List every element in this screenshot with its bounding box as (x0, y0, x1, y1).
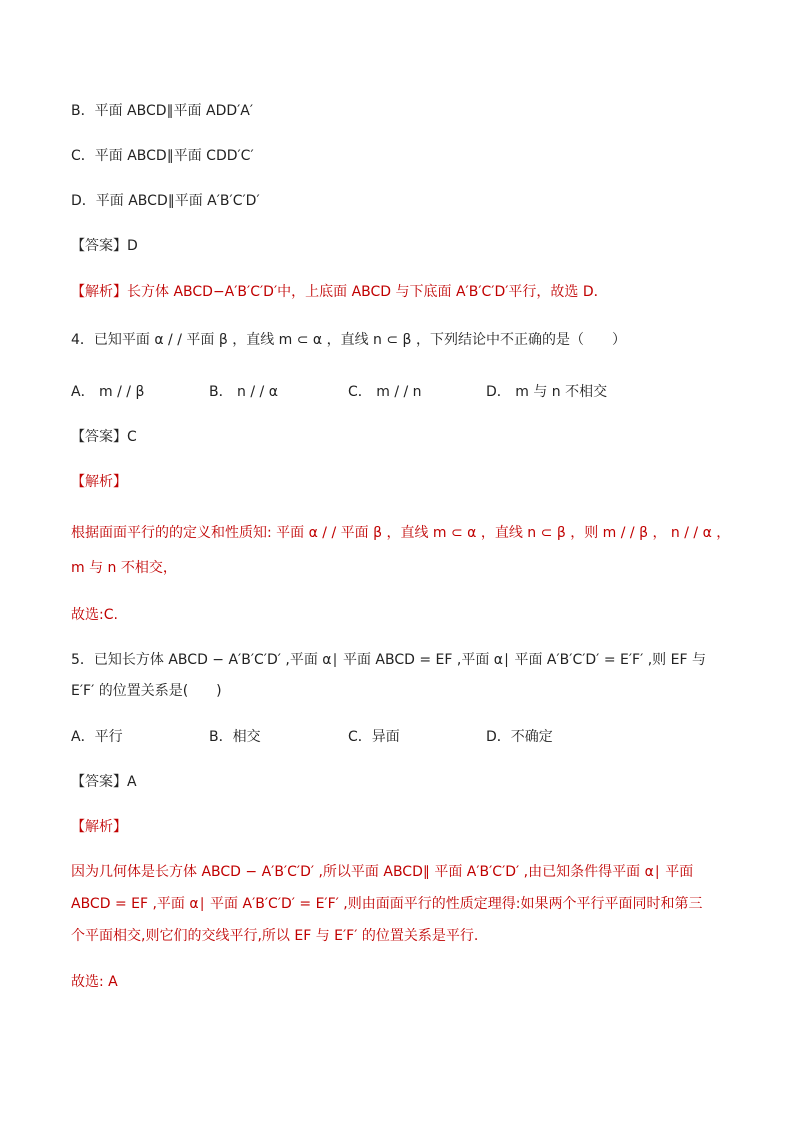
q3-option-b: B．平面 ABCD∥平面 ADD′A′ (71, 103, 254, 119)
q4-analysis-tag: 【解析】 (71, 474, 127, 490)
q5-question-line2: E′F′ 的位置关系是( ) (71, 683, 222, 699)
q5-analysis-line3: 个平面相交,则它们的交线平行,所以 EF 与 E′F′ 的位置关系是平行. (71, 928, 479, 944)
q4-analysis-line2: m 与 n 不相交， (71, 560, 177, 576)
q5-analysis-line2: ABCD = EF ,平面 α∣ 平面 A′B′C′D′ = E′F′ ,则由面面平行的性质定理得:如果两个平行平面同时和第三 (71, 896, 703, 912)
q4-option-a: A． m / / β (71, 384, 145, 400)
q5-option-d: D．不确定 (486, 729, 553, 745)
q4-option-b: B． n / / α (209, 384, 278, 400)
q4-conclusion: 故选:C. (71, 607, 118, 623)
q5-option-b: B．相交 (209, 729, 261, 745)
q3-option-c: C．平面 ABCD∥平面 CDD′C′ (71, 148, 254, 164)
q3-analysis-text: 长方体 ABCD−A′B′C′D′中，上底面 ABCD 与下底面 A′B′C′D′平行，故选 D． (127, 284, 608, 300)
q4-option-c: C． m / / n (348, 384, 422, 400)
q5-question-line1: 5．已知长方体 ABCD − A′B′C′D′ ,平面 α∣ 平面 ABCD = EF ,平面 α∣ 平面 A′B′C′D′ = E′F′ ,则 EF 与 (71, 652, 706, 668)
q4-answer: 【答案】C (71, 429, 137, 445)
q3-analysis (71, 281, 608, 303)
q3-analysis-tag: 【解析】 (71, 284, 127, 300)
q5-answer: 【答案】A (71, 774, 137, 790)
q5-analysis-line1: 因为几何体是长方体 ABCD − A′B′C′D′ ,所以平面 ABCD∥ 平面 A′B′C′D′ ,由已知条件得平面 α∣ 平面 (71, 864, 694, 880)
q5-option-c: C．异面 (348, 729, 400, 745)
q5-analysis-tag: 【解析】 (71, 819, 127, 835)
q4-analysis-line1: 根据面面平行的的定义和性质知: 平面 α / / 平面 β ，直线 m ⊂ α ，直线 n ⊂ β ，则 m / / β ， n / / α ， (71, 525, 731, 541)
q5-option-a: A．平行 (71, 729, 123, 745)
q3-option-d: D．平面 ABCD∥平面 A′B′C′D′ (71, 193, 260, 209)
q5-conclusion: 故选: A (71, 974, 118, 990)
q3-answer: 【答案】D (71, 238, 138, 254)
q4-option-d: D． m 与 n 不相交 (486, 384, 608, 400)
q4-question: 4．已知平面 α / / 平面 β ，直线 m ⊂ α ，直线 n ⊂ β ，下列结论中不正确的是（ ） (71, 332, 626, 348)
